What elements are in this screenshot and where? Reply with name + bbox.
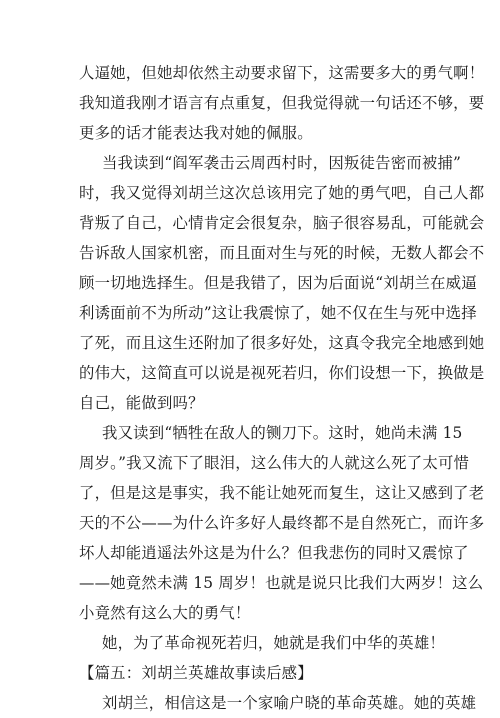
- text-line: 利诱面前不为所动”这让我震惊了，她不仅在生与死中选择: [79, 304, 477, 322]
- text-line: 的伟大，这简直可以说是视死若归，你们设想一下，换做是: [79, 364, 485, 382]
- text-line: 【篇五：刘胡兰英雄故事读后感】: [79, 664, 313, 682]
- text-line: 刘胡兰，相信这是一个家喻户晓的革命英雄。她的英雄: [102, 694, 477, 712]
- text-line: 了死，而且这生还附加了很多好处，这真令我完全地感到她: [79, 334, 485, 352]
- text-line: 人逼她，但她却依然主动要求留下，这需要多大的勇气啊！: [79, 64, 485, 82]
- text-line: 顾一切地选择生。但是我错了，因为后面说“刘胡兰在威逼: [79, 274, 477, 292]
- text-line: 时，我又觉得刘胡兰这次总该用完了她的勇气吧，自己人都: [79, 184, 485, 202]
- text-line: 我又读到“牺牲在敌人的铡刀下。这时，她尚未满 15: [102, 424, 463, 442]
- text-line: ——她竟然未满 15 周岁！也就是说只比我们大两岁！这么: [79, 574, 484, 592]
- text-line: 坏人却能逍遥法外这是为什么？但我悲伤的同时又震惊了: [79, 544, 469, 562]
- text-line: 当我读到“阎军袭击云周西村时，因叛徒告密而被捕”: [102, 154, 462, 172]
- text-line: 更多的话才能表达我对她的佩服。: [79, 124, 313, 142]
- text-line: 小竟然有这么大的勇气！: [79, 604, 251, 622]
- text-line: 我知道我刚才语言有点重复，但我觉得就一句话还不够，要: [79, 94, 485, 112]
- text-line: 周岁。”我又流下了眼泪，这么伟大的人就这么死了太可惜: [79, 454, 470, 472]
- text-line: 背叛了自己，心情肯定会很复杂，脑子很容易乱，可能就会: [79, 214, 485, 232]
- text-line: 她，为了革命视死若归，她就是我们中华的英雄！: [102, 634, 445, 652]
- document-body: [79, 58, 485, 718]
- text-line: 告诉敌人国家机密，而且面对生与死的时候，无数人都会不: [79, 244, 485, 262]
- text-line: 了，但是这是事实，我不能让她死而复生，这让又感到了老: [79, 484, 485, 502]
- text-line: 天的不公——为什么许多好人最终都不是自然死亡，而许多: [79, 514, 485, 532]
- text-line: 自己，能做到吗？: [79, 394, 204, 412]
